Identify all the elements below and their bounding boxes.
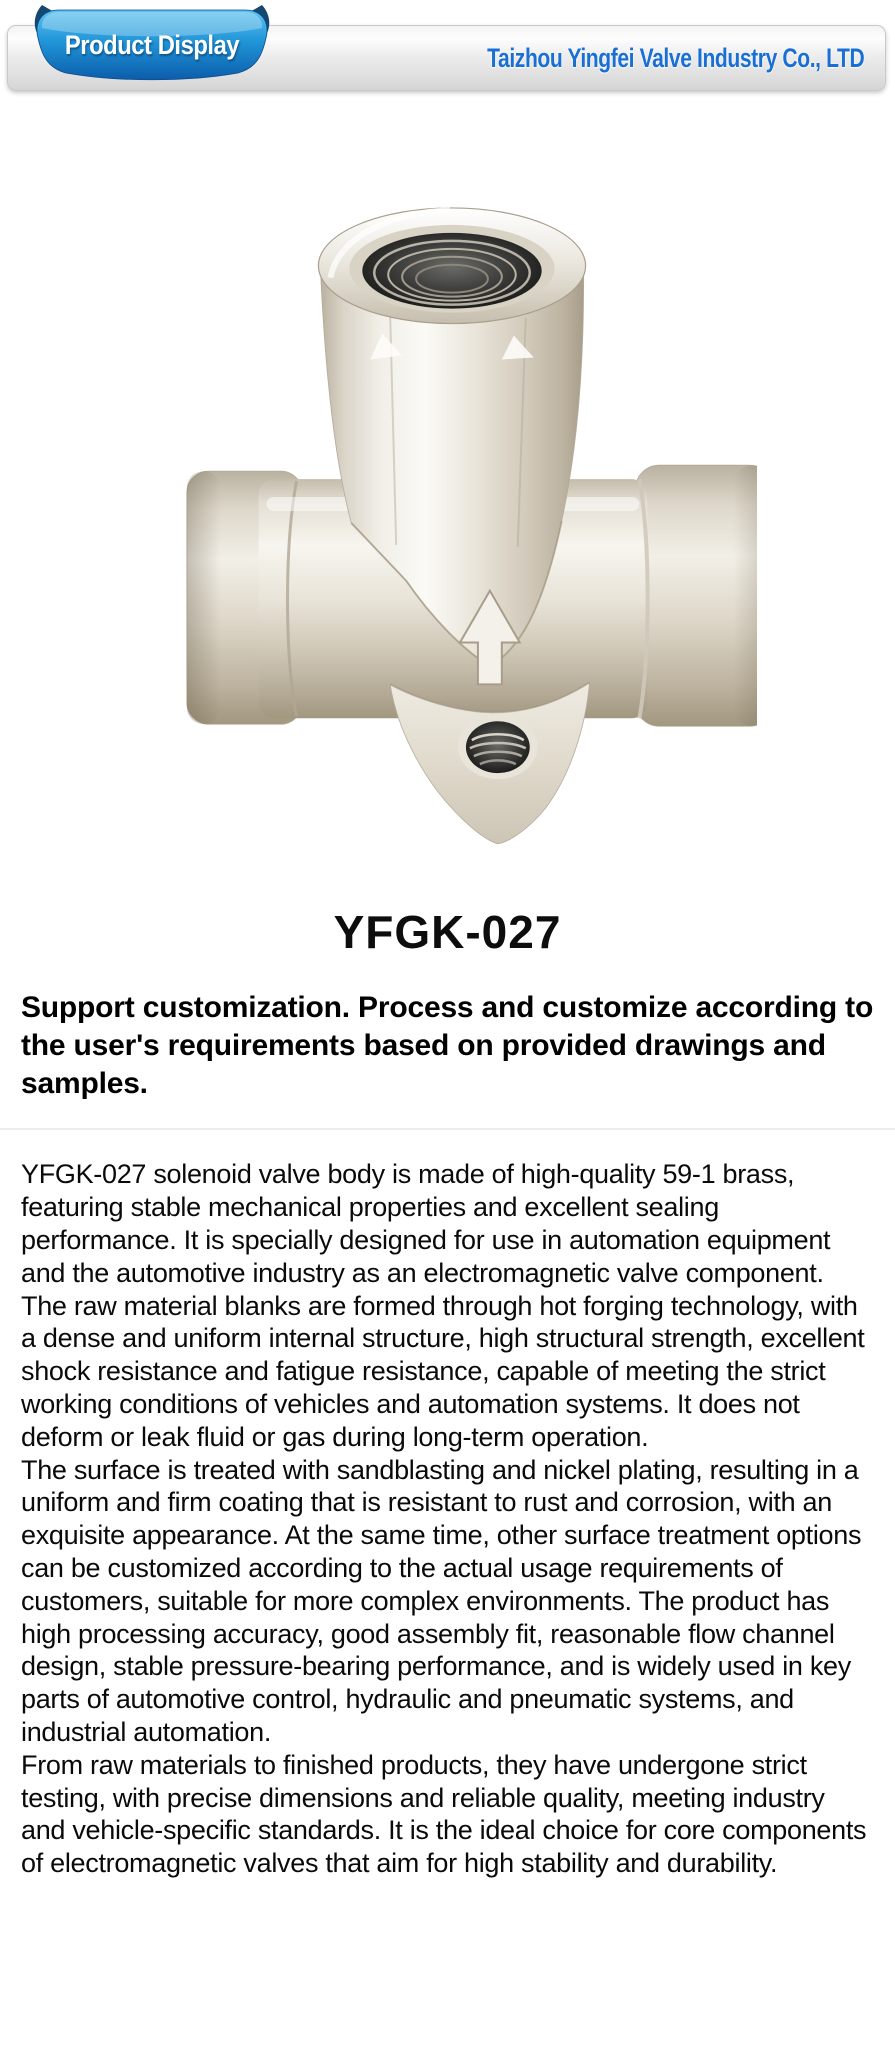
company-name: Taizhou Yingfei Valve Industry Co., LTD xyxy=(487,42,865,73)
description-paragraph: The surface is treated with sandblasting and nickel plating, resulting in a uniform and firm coating that is resistant to rust and corrosion, with an exquisite appearance. At the same time, other surface treatment options can be customized according to the actual usage requirements of customers, suitable for more complex environments. The product has high processing accuracy, good assembly fit, reasonable flow channel design, stable pressure-bearing performance, and is widely used in key parts of automotive control, hydraulic and pneumatic systems, and industrial automation. xyxy=(21,1454,862,1747)
product-image xyxy=(139,145,757,857)
product-text-content xyxy=(0,989,895,1880)
product-description xyxy=(21,1158,874,1880)
page-header xyxy=(0,0,895,100)
customization-note: Support customization. Process and customize according to the user's requirements based on provided drawings and samples. xyxy=(21,991,874,1100)
valve-photo-illustration xyxy=(139,145,757,857)
description-paragraph: From raw materials to finished products, they have undergone strict testing, with precise dimensions and reliable quality, meeting industry and vehicle-specific standards. It is the ideal choice for core components of electromagnetic valves that aim for high stability and durability. xyxy=(21,1749,867,1879)
product-display-ribbon xyxy=(28,2,276,90)
ribbon-label: Product Display xyxy=(64,30,240,60)
product-model-title: YFGK-027 xyxy=(333,906,562,958)
section-divider xyxy=(0,1128,895,1130)
description-paragraph: YFGK-027 solenoid valve body is made of high-quality 59-1 brass, featuring stable mechanical properties and excellent sealing performance. It is specially designed for use in automation equipment and the automotive industry as an electromagnetic valve component. The raw material blanks are formed through hot forging technology, with a dense and uniform internal structure, high structural strength, excellent shock resistance and fatigue resistance, capable of meeting the strict working conditions of vehicles and automation systems. It does not deform or leak fluid or gas during long-term operation. xyxy=(21,1159,865,1452)
